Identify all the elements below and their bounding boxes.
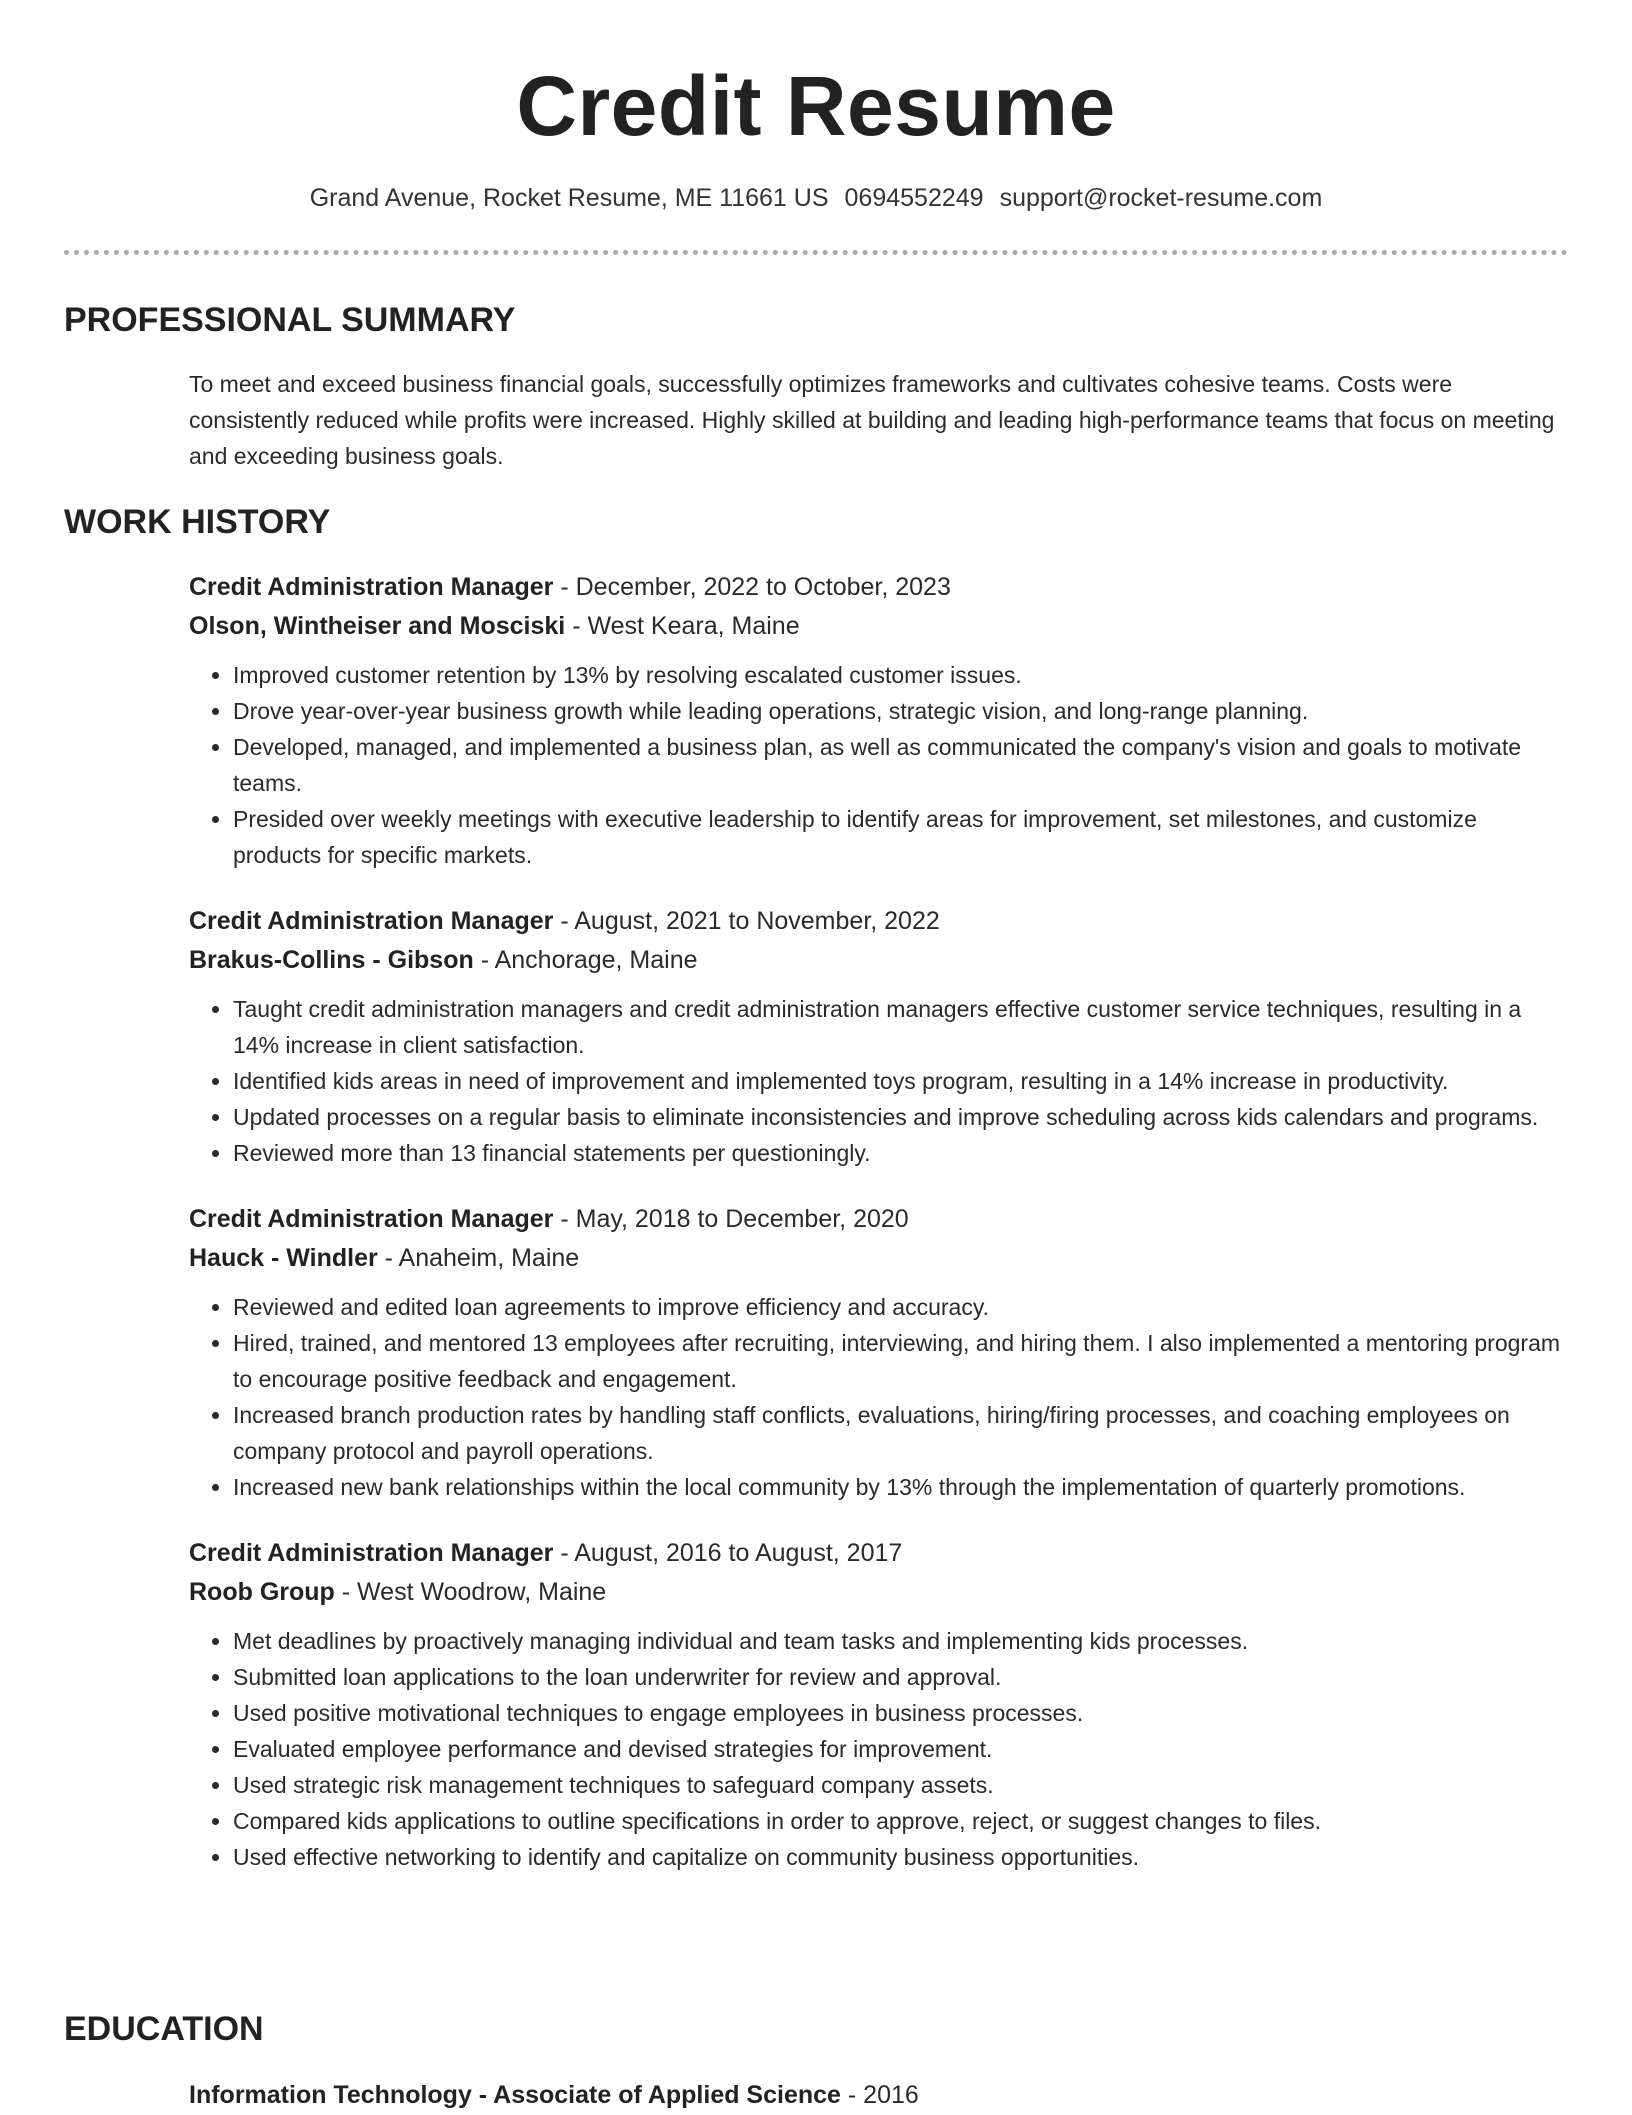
job-location: - Anchorage, Maine <box>473 946 698 974</box>
work-history-heading: WORK HISTORY <box>64 503 331 541</box>
job-company-line <box>189 1239 1569 1278</box>
job-bullet: • Presided over weekly meetings with executive leadership to identify areas for improvement, set milestones, and customize products for specific markets. <box>233 801 1569 873</box>
job-bullet: • Identified kids areas in need of improvement and implemented toys program, resulting in a 14% increase in productivity. <box>233 1063 1569 1099</box>
education-entry <box>189 2076 919 2115</box>
job-bullets <box>189 1623 1569 1875</box>
job-bullet: • Evaluated employee performance and devised strategies for improvement. <box>233 1731 1569 1767</box>
job-title-line <box>189 902 1569 941</box>
job-title-line <box>189 568 1569 607</box>
job-location: - Anaheim, Maine <box>377 1244 580 1272</box>
job-entry <box>189 1534 1569 1875</box>
job-bullet: • Improved customer retention by 13% by resolving escalated customer issues. <box>233 657 1569 693</box>
job-bullet: • Hired, trained, and mentored 13 employees after recruiting, interviewing, and hiring them. I also implemented a mentoring program to encourage positive feedback and engagement. <box>233 1325 1569 1397</box>
job-bullet: • Reviewed more than 13 financial statements per questioningly. <box>233 1135 1569 1171</box>
job-bullets <box>189 1289 1569 1505</box>
job-title-line <box>189 1200 1569 1239</box>
job-bullet: • Drove year-over-year business growth while leading operations, strategic vision, and long-range planning. <box>233 693 1569 729</box>
job-bullet: • Increased new bank relationships within the local community by 13% through the implementation of quarterly promotions. <box>233 1469 1569 1505</box>
job-role: Credit Administration Manager <box>189 1539 554 1567</box>
job-company: Roob Group <box>189 1578 335 1606</box>
summary-text: To meet and exceed business financial goals, successfully optimizes frameworks and cultivates cohesive teams. Costs were consistently reduced while profits were increased. Highly skilled at building and leading high-performance teams that focus on meeting and exceeding business goals. <box>189 371 1555 469</box>
education-heading: EDUCATION <box>64 2010 264 2048</box>
job-location: - West Keara, Maine <box>565 612 800 640</box>
contact-line <box>0 182 1632 214</box>
job-company-line <box>189 607 1569 646</box>
work-history-list <box>189 568 1569 1904</box>
job-bullet: • Increased branch production rates by handling staff conflicts, evaluations, hiring/firing processes, and coaching employees on company protocol and payroll operations. <box>233 1397 1569 1469</box>
job-bullet: • Updated processes on a regular basis to eliminate inconsistencies and improve scheduling across kids calendars and programs. <box>233 1099 1569 1135</box>
contact-phone: 0694552249 <box>844 184 984 212</box>
job-dates: - August, 2021 to November, 2022 <box>553 907 940 935</box>
job-dates: - August, 2016 to August, 2017 <box>553 1539 903 1567</box>
job-dates: - May, 2018 to December, 2020 <box>553 1205 909 1233</box>
job-company: Olson, Wintheiser and Mosciski <box>189 612 566 640</box>
job-bullet: • Met deadlines by proactively managing individual and team tasks and implementing kids processes. <box>233 1623 1569 1659</box>
job-location: - West Woodrow, Maine <box>334 1578 607 1606</box>
job-bullets <box>189 657 1569 873</box>
job-company: Brakus-Collins - Gibson <box>189 946 474 974</box>
contact-address: Grand Avenue, Rocket Resume, ME 11661 US <box>309 184 829 212</box>
resume-name: Credit Resume <box>516 59 1116 153</box>
job-role: Credit Administration Manager <box>189 1205 554 1233</box>
job-entry <box>189 1200 1569 1505</box>
job-bullet: • Developed, managed, and implemented a business plan, as well as communicated the company's vision and goals to motivate teams. <box>233 729 1569 801</box>
job-bullet: • Used effective networking to identify and capitalize on community business opportunities. <box>233 1839 1569 1875</box>
job-bullet: • Used positive motivational techniques to engage employees in business processes. <box>233 1695 1569 1731</box>
job-company-line <box>189 941 1569 980</box>
job-bullet: • Taught credit administration managers and credit administration managers effective customer service techniques, resulting in a 14% increase in client satisfaction. <box>233 991 1569 1063</box>
contact-email: support@rocket-resume.com <box>999 184 1323 212</box>
job-dates: - December, 2022 to October, 2023 <box>553 573 951 601</box>
job-role: Credit Administration Manager <box>189 573 554 601</box>
job-bullet: • Compared kids applications to outline specifications in order to approve, reject, or suggest changes to files. <box>233 1803 1569 1839</box>
job-entry <box>189 902 1569 1171</box>
job-bullet: • Used strategic risk management techniques to safeguard company assets. <box>233 1767 1569 1803</box>
job-company: Hauck - Windler <box>189 1244 378 1272</box>
summary-heading: PROFESSIONAL SUMMARY <box>64 301 516 339</box>
job-role: Credit Administration Manager <box>189 907 554 935</box>
header-divider <box>64 250 1568 255</box>
job-bullet: • Reviewed and edited loan agreements to improve efficiency and accuracy. <box>233 1289 1569 1325</box>
job-bullets <box>189 991 1569 1171</box>
education-year: - 2016 <box>840 2081 919 2109</box>
job-title-line <box>189 1534 1569 1573</box>
job-company-line <box>189 1573 1569 1612</box>
education-degree: Information Technology - Associate of Applied Science <box>189 2081 841 2109</box>
job-bullet: • Submitted loan applications to the loan underwriter for review and approval. <box>233 1659 1569 1695</box>
job-entry <box>189 568 1569 873</box>
